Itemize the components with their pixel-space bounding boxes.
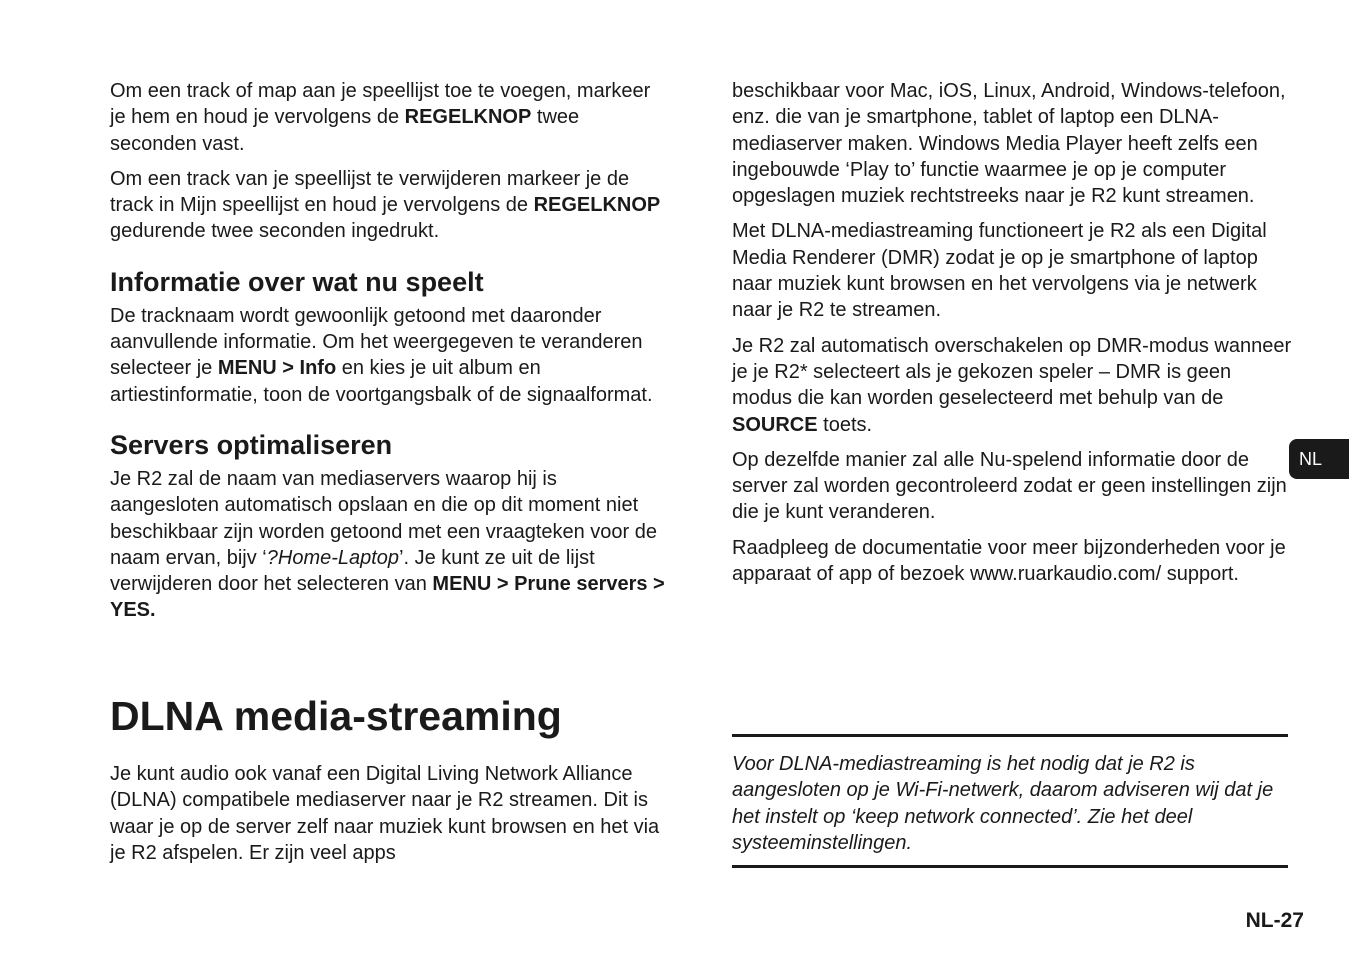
text: Om een track of map aan je speellijst toe te voegen, markeer je hem en houd je vervolgens de <box>110 80 651 129</box>
paragraph-remove-track <box>110 166 670 245</box>
text: en kies je uit album en artiestinformatie, toon de voortgangsbalk of de signaalformat. <box>110 357 653 406</box>
paragraph-dmr-mode <box>732 333 1292 438</box>
italic-text: ?Home-Laptop <box>266 546 400 569</box>
paragraph-now-playing <box>110 303 670 408</box>
paragraph-documentation: Raadpleeg de documentatie voor meer bijzonderheden voor je apparaat of app of bezoek www.ruarkaudio.com/ support. <box>732 536 1286 586</box>
heading-optimise-servers: Servers optimaliseren <box>110 429 393 460</box>
bold-text: MENU > Info <box>217 357 337 380</box>
left-column <box>110 78 670 633</box>
heading-now-playing-info: Informatie over wat nu speelt <box>110 266 484 297</box>
right-column <box>732 78 1292 596</box>
bold-text: REGELKNOP <box>404 106 532 129</box>
bold-text: MENU > Prune servers > YES. <box>110 573 665 622</box>
text: ’. Je kunt ze uit de lijst verwijderen door het selecteren van <box>110 546 595 596</box>
note-box <box>732 734 1288 868</box>
paragraph-add-track <box>110 78 670 157</box>
paragraph-apps-available: beschikbaar voor Mac, iOS, Linux, Android, Windows-telefoon, enz. die van je smartphone, tablet of laptop een DLNA-mediaserver maken. Windows Media Player heeft zelfs een ingebouwde ‘Play to’ functie waarmee je op je computer opgeslagen muziek rechtstreeks naar je R2 kunt streamen. <box>732 80 1286 208</box>
text: gedurende twee seconden ingedrukt. <box>110 220 440 243</box>
note-text: Voor DLNA-mediastreaming is het nodig dat je R2 is aangesloten op je Wi-Fi-netwerk, daarom adviseren wij dat je het instelt op ‘keep network connected’. Zie het deel systeeminstellingen. <box>732 753 1274 854</box>
paragraph-now-playing-controlled: Op dezelfde manier zal alle Nu-spelend informatie door de server zal worden gecontroleerd zodat er geen instellingen zijn die je kunt veranderen. <box>732 448 1287 524</box>
paragraph-dlna-intro: Je kunt audio ook vanaf een Digital Living Network Alliance (DLNA) compatibele mediaserver naar je R2 streamen. Dit is waar je op de server zelf naar muziek kunt browsen en het via je R2 afspelen. Er zijn veel apps <box>110 763 660 864</box>
paragraph-dmr: Met DLNA-mediastreaming functioneert je R2 als een Digital Media Renderer (DMR) zodat je op je smartphone of laptop naar muziek kunt browsen en het vervolgens via je netwerk naar je R2 te streamen. <box>732 220 1267 322</box>
text: Je R2 zal automatisch overschakelen op DMR-modus wanneer je je R2* selecteert als je gekozen speler – DMR is geen modus die kan worden geselecteerd met behulp van de <box>732 334 1292 410</box>
paragraph-servers <box>110 466 670 624</box>
text: toets. <box>817 413 873 436</box>
text: twee seconden vast. <box>110 106 580 155</box>
heading-dlna-streaming: DLNA media-streaming <box>110 693 562 739</box>
bold-text: REGELKNOP <box>533 194 661 217</box>
page-number: NL-27 <box>1245 909 1304 932</box>
language-tab: NL <box>1289 439 1349 479</box>
text: De tracknaam wordt gewoonlijk getoond met daaronder aanvullende informatie. Om het weergegeven te veranderen selecteer je <box>110 304 643 380</box>
bold-text: SOURCE <box>732 413 818 436</box>
text: Je R2 zal de naam van mediaservers waarop hij is aangesloten automatisch opslaan en die op dit moment niet beschikbaar zijn worden getoond met een vraagteken voor de naam ervan, bijv ‘ <box>110 467 658 569</box>
text: Om een track van je speellijst te verwijderen markeer je de track in Mijn speellijst en houd je vervolgens de <box>110 167 630 217</box>
